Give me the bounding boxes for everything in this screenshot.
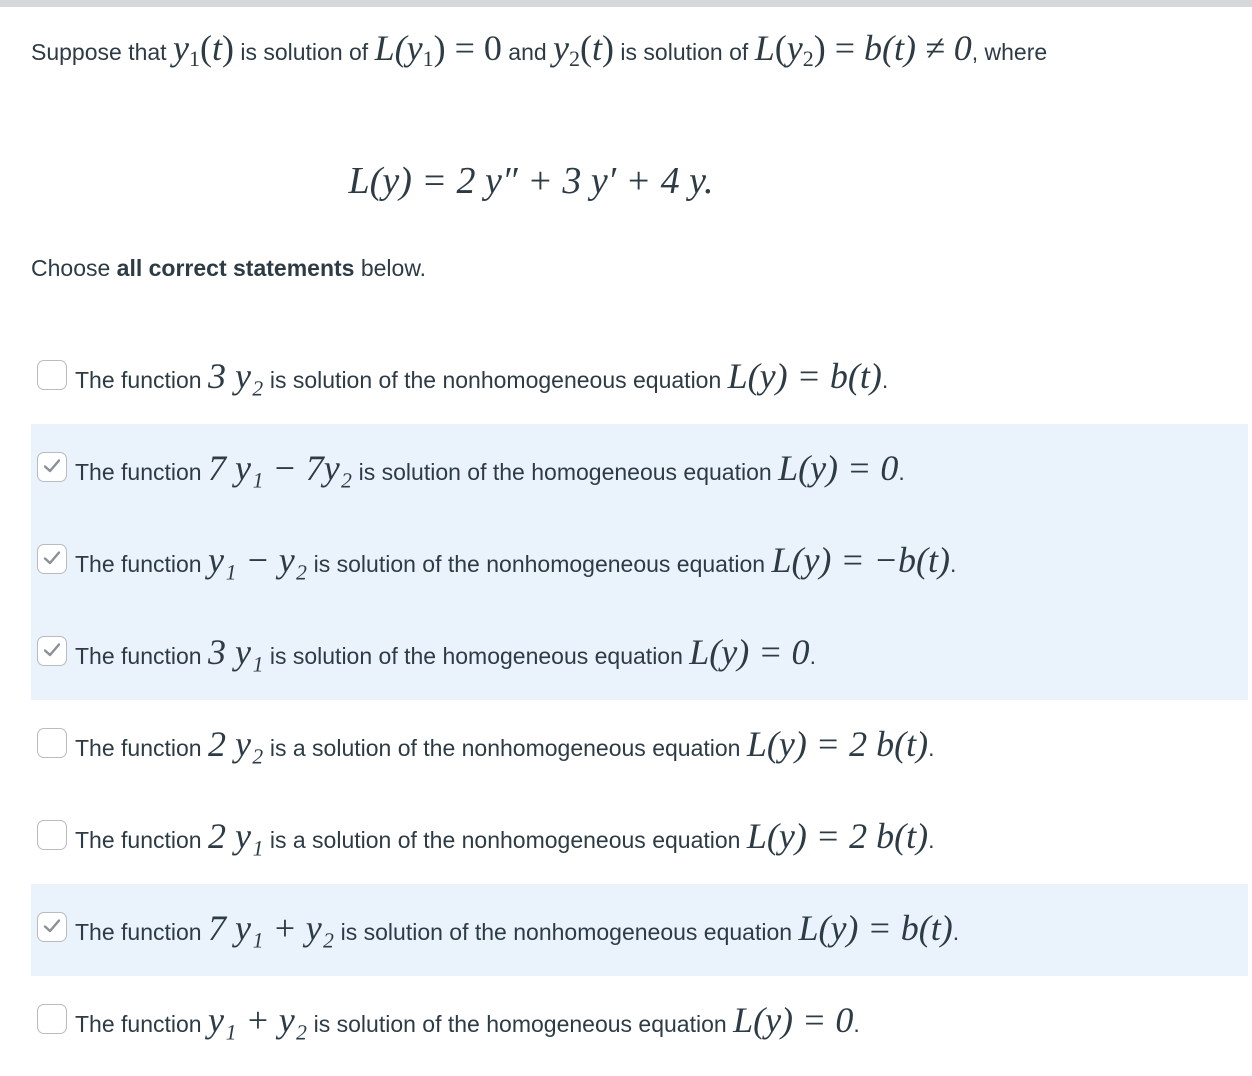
option-label: The function y₁ − y₂ is solution of the nonhomogeneous equation L(y) = −b(t). bbox=[75, 540, 957, 580]
option-equation: L(y) = 0 bbox=[689, 632, 810, 672]
math-nonhomogeneous-eq: $L(y_2) = b(t) \ne 0$ bbox=[754, 28, 972, 71]
option-checkbox[interactable] bbox=[37, 912, 67, 942]
prompt-text-1: Suppose that bbox=[31, 39, 173, 65]
option-function: y₁ − y₂ bbox=[207, 540, 308, 580]
checkmark-icon bbox=[43, 550, 61, 566]
option-checkbox[interactable] bbox=[37, 636, 67, 666]
math-operator-L: L(y) = 2 y″ + 3 y′ + 4 y. bbox=[348, 160, 714, 202]
answer-option[interactable] bbox=[31, 792, 1248, 884]
operator-definition bbox=[0, 156, 1252, 214]
checkmark-icon bbox=[43, 918, 61, 934]
option-label: The function 7 y₁ + y₂ is solution of the nonhomogeneous equation L(y) = b(t). bbox=[75, 908, 960, 948]
option-equation: L(y) = 0 bbox=[778, 448, 899, 488]
math-y1-of-t: $y_1(t)$ bbox=[172, 28, 234, 71]
option-equation: L(y) = b(t) bbox=[798, 908, 953, 948]
option-equation: L(y) = 0 bbox=[733, 1000, 854, 1040]
answer-option[interactable] bbox=[31, 516, 1248, 608]
option-function: 2 y₂ bbox=[207, 724, 264, 764]
prompt-text-5: , where bbox=[971, 39, 1048, 65]
option-equation: L(y) = b(t) bbox=[727, 356, 882, 396]
option-label: The function 2 y₂ is a solution of the nonhomogeneous equation L(y) = 2 b(t). bbox=[75, 724, 935, 764]
prompt-text-3: and bbox=[501, 39, 554, 65]
answer-option[interactable] bbox=[31, 608, 1248, 700]
option-label: The function 7 y₁ − 7y₂ is solution of the homogeneous equation L(y) = 0. bbox=[75, 448, 905, 488]
option-function: y₁ + y₂ bbox=[207, 1000, 308, 1040]
prompt-text-4: is solution of bbox=[614, 39, 755, 65]
option-checkbox[interactable] bbox=[37, 360, 67, 390]
top-divider-bar bbox=[0, 0, 1252, 7]
option-label: The function 3 y₂ is solution of the nonhomogeneous equation L(y) = b(t). bbox=[75, 356, 889, 396]
option-label: The function 3 y₁ is solution of the homogeneous equation L(y) = 0. bbox=[75, 632, 816, 672]
question-prompt bbox=[31, 28, 1246, 72]
option-equation: L(y) = 2 b(t) bbox=[746, 724, 929, 764]
option-function: 2 y₁ bbox=[207, 816, 264, 856]
option-function: 7 y₁ + y₂ bbox=[207, 908, 335, 948]
option-label: The function y₁ + y₂ is solution of the homogeneous equation L(y) = 0. bbox=[75, 1000, 860, 1040]
instruction-text: Choose all correct statements below. bbox=[31, 255, 427, 281]
option-function: 3 y₁ bbox=[207, 632, 264, 672]
answer-options-list bbox=[31, 332, 1248, 1068]
option-checkbox[interactable] bbox=[37, 544, 67, 574]
prompt-text-2: is solution of bbox=[233, 39, 375, 65]
answer-option[interactable] bbox=[31, 424, 1248, 516]
math-y2-of-t: $y_2(t)$ bbox=[553, 28, 615, 71]
checkmark-icon bbox=[43, 458, 61, 474]
answer-option[interactable] bbox=[31, 700, 1248, 792]
option-checkbox[interactable] bbox=[37, 820, 67, 850]
option-equation: L(y) = −b(t) bbox=[771, 540, 950, 580]
math-homogeneous-eq: $L(y_1) = 0$ bbox=[374, 28, 502, 71]
answer-option[interactable] bbox=[31, 332, 1248, 424]
option-function: 7 y₁ − 7y₂ bbox=[207, 448, 353, 488]
option-checkbox[interactable] bbox=[37, 1004, 67, 1034]
option-checkbox[interactable] bbox=[37, 728, 67, 758]
option-equation: L(y) = 2 b(t) bbox=[746, 816, 929, 856]
option-checkbox[interactable] bbox=[37, 452, 67, 482]
option-label: The function 2 y₁ is a solution of the nonhomogeneous equation L(y) = 2 b(t). bbox=[75, 816, 935, 856]
answer-option[interactable] bbox=[31, 884, 1248, 976]
option-function: 3 y₂ bbox=[207, 356, 264, 396]
checkmark-icon bbox=[43, 642, 61, 658]
answer-option[interactable] bbox=[31, 976, 1248, 1068]
